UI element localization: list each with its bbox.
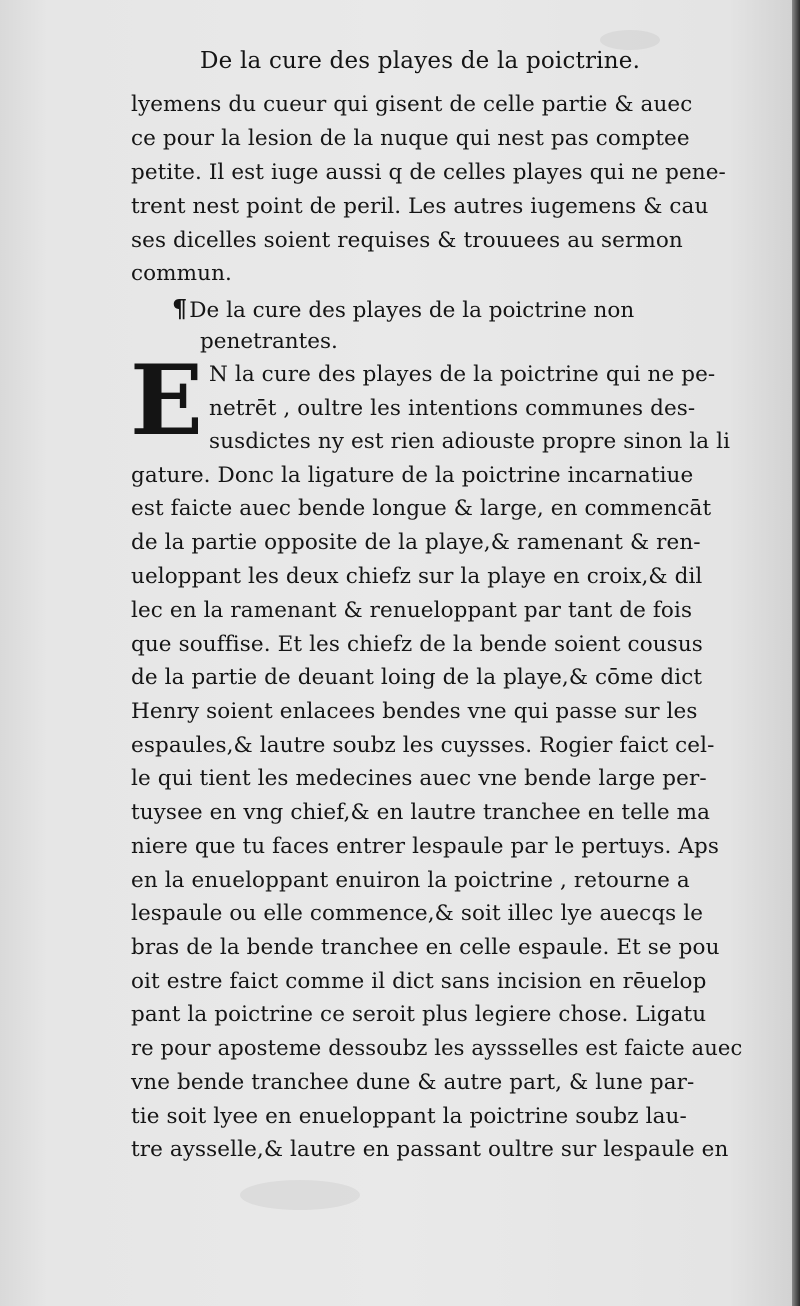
text-line: N la cure des playes de la poictrine qui ne pe-: [209, 362, 716, 387]
text-line: vne bende tranchee dune & autre part, & lune par-: [131, 1070, 695, 1095]
text-line: gature. Donc la ligature de la poictrine incarnatiue: [131, 463, 694, 488]
text-line: lec en la ramenant & renueloppant par tant de fois: [131, 598, 693, 623]
text-line: de la partie de deuant loing de la playe,& cōme dict: [131, 665, 703, 690]
text-line: tie soit lyee en enueloppant la poictrine soubz lau-: [131, 1104, 687, 1129]
text-line: pant la poictrine ce seroit plus legiere chose. Ligatu: [131, 1002, 707, 1027]
running-head: De la cure des playes de la poictrine.: [200, 48, 641, 74]
initial-letter-ornament-icon: [128, 352, 198, 442]
text-line: oit estre faict comme il dict sans incision en rēuelop: [131, 969, 707, 994]
rubric-title: De la cure des playes de la poictrine non: [189, 298, 635, 323]
text-line: lyemens du cueur qui gisent de celle partie & auec: [131, 92, 693, 117]
text-line: est faicte auec bende longue & large, en commencāt: [131, 496, 712, 521]
text-line: que souffise. Et les chiefz de la bende soient cousus: [131, 632, 703, 657]
text-line: espaules,& lautre soubz les cuysses. Rogier faict cel-: [131, 733, 715, 758]
text-line: susdictes ny est rien adiouste propre sinon la li: [209, 429, 731, 454]
decorated-initial: [128, 352, 198, 442]
text-line: ses dicelles soient requises & trouuees au sermon: [131, 228, 683, 253]
text-line: bras de la bende tranchee en celle espaule. Et se pou: [131, 935, 720, 960]
text-line: de la partie opposite de la playe,& ramenant & ren-: [131, 530, 701, 555]
section-rubric: [172, 294, 635, 323]
text-line: ce pour la lesion de la nuque qui nest pas comptee: [131, 126, 690, 151]
text-line: en la enueloppant enuiron la poictrine , retourne a: [131, 868, 690, 893]
text-line: lespaule ou elle commence,& soit illec lye auecqs le: [131, 901, 704, 926]
pilcrow-icon: ¶: [172, 294, 188, 323]
text-line: petite. Il est iuge aussi q de celles playes qui ne pene-: [131, 160, 726, 185]
section-rubric-continued: penetrantes.: [200, 329, 338, 354]
text-line: Henry soient enlacees bendes vne qui passe sur les: [131, 699, 698, 724]
text-line: le qui tient les medecines auec vne bende large per-: [131, 766, 707, 791]
text-line: tre aysselle,& lautre en passant oultre sur lespaule en: [131, 1137, 729, 1162]
page-edge-shadow: [792, 0, 800, 1306]
initial-letter: E: [130, 352, 198, 442]
text-line: re pour aposteme dessoubz les ayssselles est faicte auec: [131, 1036, 743, 1061]
paper-stain: [240, 1180, 360, 1210]
text-line: ueloppant les deux chiefz sur la playe en croix,& dil: [131, 564, 703, 589]
text-line: tuysee en vng chief,& en lautre tranchee en telle ma: [131, 800, 711, 825]
text-line: trent nest point de peril. Les autres iugemens & cau: [131, 194, 709, 219]
paper-stain: [600, 30, 660, 50]
text-line: niere que tu faces entrer lespaule par le pertuys. Aps: [131, 834, 719, 859]
text-line: commun.: [131, 261, 232, 286]
text-line: netrēt , oultre les intentions communes des-: [209, 396, 696, 421]
